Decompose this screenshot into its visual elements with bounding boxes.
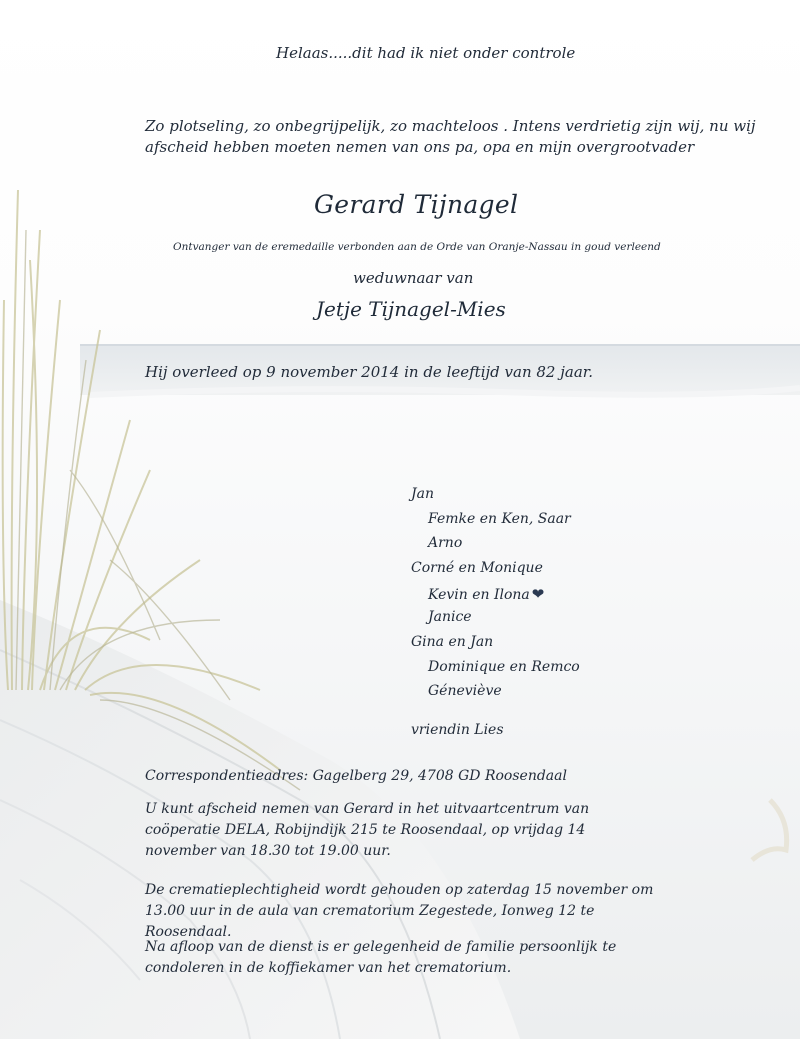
widower-label: weduwnaar van <box>353 269 474 287</box>
friend-line: vriendin Lies <box>411 722 504 738</box>
family-member-name: Kevin en Ilona <box>428 587 530 603</box>
intro-line-2: afscheid hebben moeten nemen van ons pa, opa en mijn overgrootvader <box>145 138 695 156</box>
condolence-paragraph: Na afloop van de dienst is er gelegenheid de familie persoonlijk te condoleren in de koffiekamer van het crematorium. <box>145 939 617 976</box>
family-member: Jan <box>411 486 434 502</box>
family-member: Gina en Jan <box>411 634 494 650</box>
family-member: Dominique en Remco <box>428 659 580 675</box>
family-member: Janice <box>428 609 472 625</box>
correspondence-address: Correspondentieadres: Gagelberg 29, 4708 GD Roosendaal <box>145 768 567 784</box>
honor-line: Ontvanger van de eremedaille verbonden aan de Orde van Oranje-Nassau in goud verleend <box>173 241 661 253</box>
heart-icon: ❤ <box>531 585 545 603</box>
family-member: Arno <box>428 535 463 551</box>
cremation-paragraph: De crematieplechtigheid wordt gehouden op zaterdag 15 november om 13.00 uur in de aula van crematorium Zegestede, Ionweg 12 te Roosendaal. <box>145 882 654 940</box>
family-member: Géneviève <box>428 683 502 699</box>
death-notice: Hij overleed op 9 november 2014 in de leeftijd van 82 jaar. <box>145 363 594 381</box>
intro-line-1: Zo plotseling, zo onbegrijpelijk, zo machteloos . Intens verdrietig zijn wij, nu wij <box>145 117 756 135</box>
deceased-name: Gerard Tijnagel <box>314 190 519 219</box>
farewell-paragraph: U kunt afscheid nemen van Gerard in het uitvaartcentrum van coöperatie DELA, Robijndijk 215 te Roosendaal, op vrijdag 14 november van 18.30 tot 19.00 uur. <box>145 801 590 859</box>
spouse-name: Jetje Tijnagel-Mies <box>316 297 506 321</box>
family-member-with-heart <box>428 585 544 603</box>
heading: Helaas.....dit had ik niet onder controle <box>276 44 576 62</box>
family-member: Femke en Ken, Saar <box>428 511 571 527</box>
family-member: Corné en Monique <box>411 560 543 576</box>
